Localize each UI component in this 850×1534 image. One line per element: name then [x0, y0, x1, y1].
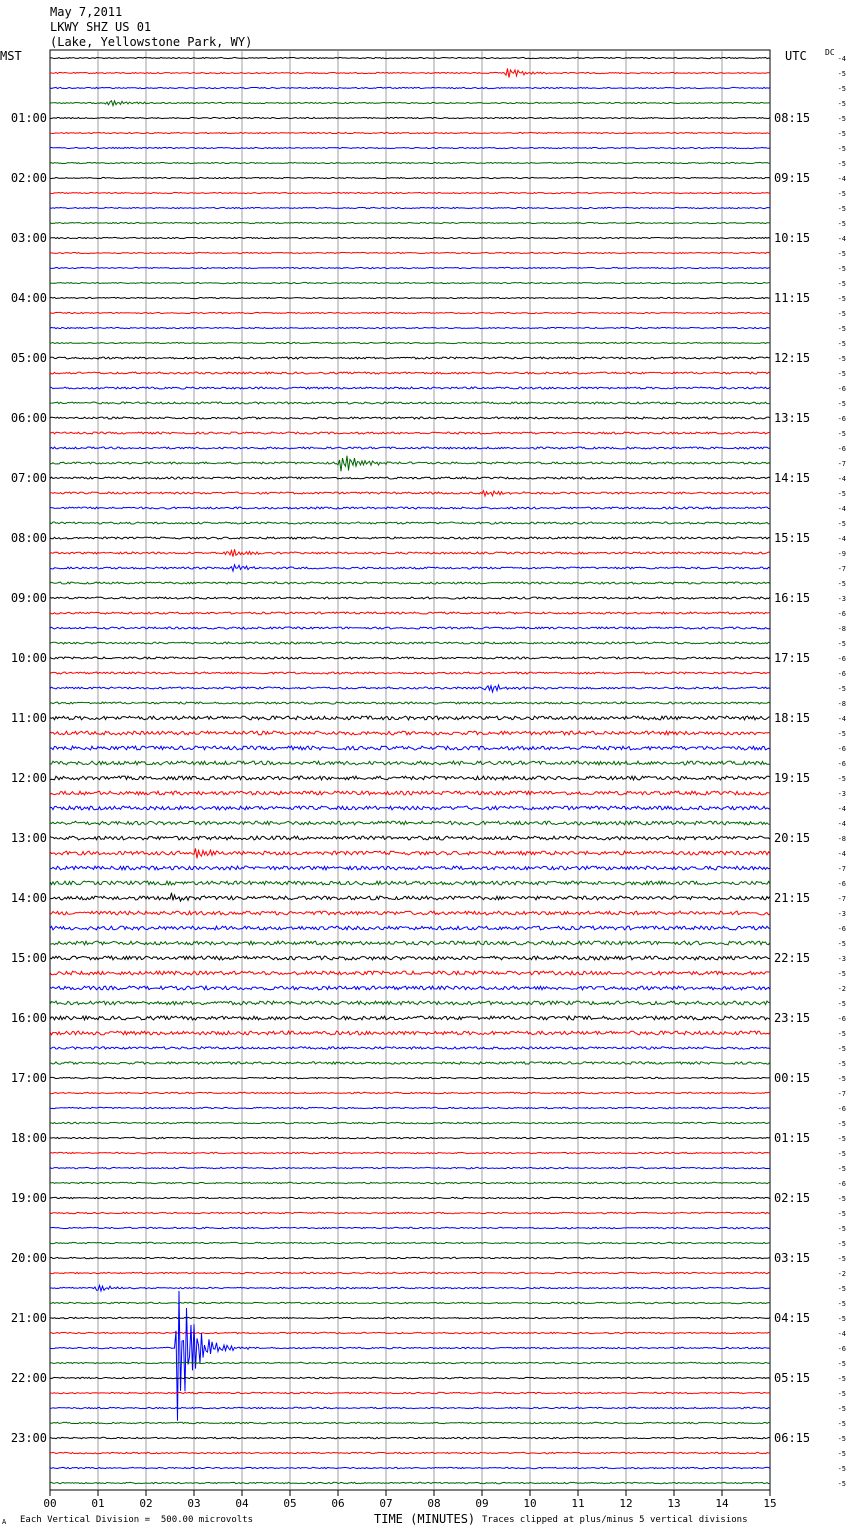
right-hour-label: 04:15	[774, 1311, 811, 1325]
left-hour-label: 13:00	[10, 831, 47, 845]
dc-offset-label: -5	[837, 1075, 846, 1083]
dc-offset-label: -5	[837, 220, 846, 228]
dc-offset-label: -5	[837, 1360, 846, 1368]
left-hour-label: 09:00	[10, 591, 47, 605]
x-tick-label: 15	[763, 1497, 777, 1510]
x-tick-label: 07	[379, 1497, 393, 1510]
dc-offset-label: -5	[837, 1465, 846, 1473]
dc-offset-label: -6	[837, 415, 846, 423]
right-hour-label: 20:15	[774, 831, 811, 845]
record-date: May 7,2011	[50, 5, 123, 19]
dc-offset-label: -3	[837, 955, 846, 963]
dc-offset-label: -5	[837, 490, 846, 498]
left-hour-label: 01:00	[10, 111, 47, 125]
right-hour-label: 11:15	[774, 291, 811, 305]
dc-offset-label: -5	[837, 1300, 846, 1308]
dc-offset-label: -3	[837, 790, 846, 798]
left-hour-label: 15:00	[10, 951, 47, 965]
dc-offset-label: -5	[837, 190, 846, 198]
dc-offset-label: -4	[837, 175, 846, 183]
vertical-scale-note: Each Vertical Division = 500.00 microvolts	[20, 1515, 253, 1525]
right-hour-label: 22:15	[774, 951, 811, 965]
dc-offset-label: -4	[837, 850, 846, 858]
left-hour-label: 03:00	[10, 231, 47, 245]
dc-offset-label: -6	[837, 880, 846, 888]
dc-offset-label: -5	[837, 85, 846, 93]
dc-offset-label: -5	[837, 1135, 846, 1143]
dc-offset-label: -5	[837, 1375, 846, 1383]
dc-offset-label: -8	[837, 625, 846, 633]
right-hour-label: 09:15	[774, 171, 811, 185]
dc-offset-label: -6	[837, 745, 846, 753]
dc-offset-label: -5	[837, 280, 846, 288]
left-hour-label: 12:00	[10, 771, 47, 785]
left-hour-label: 18:00	[10, 1131, 47, 1145]
dc-offset-label: -5	[837, 1225, 846, 1233]
x-tick-label: 02	[139, 1497, 153, 1510]
right-hour-label: 01:15	[774, 1131, 811, 1145]
station-location: (Lake, Yellowstone Park, WY)	[50, 35, 253, 49]
dc-offset-label: -5	[837, 775, 846, 783]
x-axis-title: TIME (MINUTES)	[374, 1512, 476, 1526]
dc-offset-label: -5	[837, 1195, 846, 1203]
dc-offset-label: -6	[837, 445, 846, 453]
right-time-ticks	[774, 111, 810, 1445]
right-hour-label: 14:15	[774, 471, 811, 485]
dc-offset-label: -6	[837, 655, 846, 663]
dc-offset-label: -5	[837, 1435, 846, 1443]
dc-offset-label: -5	[837, 145, 846, 153]
left-hour-label: 05:00	[10, 351, 47, 365]
x-tick-label: 12	[619, 1497, 633, 1510]
dc-offset-label: -2	[837, 985, 846, 993]
dc-offset-label: -5	[837, 100, 846, 108]
left-hour-label: 11:00	[10, 711, 47, 725]
x-tick-label: 08	[427, 1497, 441, 1510]
clip-note: Traces clipped at plus/minus 5 vertical divisions	[482, 1515, 748, 1525]
dc-offset-label: -5	[837, 400, 846, 408]
dc-offset-label: -5	[837, 1120, 846, 1128]
dc-offset-label: -5	[837, 1255, 846, 1263]
dc-offset-label: -5	[837, 295, 846, 303]
x-tick-label: 09	[475, 1497, 489, 1510]
plot-frame	[50, 50, 770, 1490]
right-hour-label: 10:15	[774, 231, 811, 245]
left-timezone-label: MST	[0, 49, 22, 63]
left-hour-label: 16:00	[10, 1011, 47, 1025]
dc-offset-label: -3	[837, 595, 846, 603]
dc-offset-label: -8	[837, 835, 846, 843]
dc-offset-label: -5	[837, 685, 846, 693]
dc-offset-label: -5	[837, 1030, 846, 1038]
left-hour-label: 06:00	[10, 411, 47, 425]
dc-offset-label: -5	[837, 115, 846, 123]
dc-offset-label: -5	[837, 340, 846, 348]
right-hour-label: 21:15	[774, 891, 811, 905]
dc-offset-label: -7	[837, 565, 846, 573]
left-hour-label: 22:00	[10, 1371, 47, 1385]
right-hour-label: 15:15	[774, 531, 811, 545]
dc-offset-label: -4	[837, 55, 846, 63]
left-time-ticks	[11, 111, 47, 1445]
dc-offset-label: -7	[837, 895, 846, 903]
right-timezone-label: UTC	[785, 49, 807, 63]
dc-offset-label: -5	[837, 1060, 846, 1068]
dc-offset-label: -6	[837, 925, 846, 933]
right-hour-label: 06:15	[774, 1431, 811, 1445]
dc-offset-label: -5	[837, 1240, 846, 1248]
x-tick-label: 13	[667, 1497, 681, 1510]
dc-offset-label: -5	[837, 325, 846, 333]
dc-offset-label: -5	[837, 640, 846, 648]
dc-offset-label: -5	[837, 1390, 846, 1398]
left-hour-label: 07:00	[10, 471, 47, 485]
dc-offset-label: -5	[837, 1315, 846, 1323]
dc-offset-label: -6	[837, 1105, 846, 1113]
x-tick-label: 06	[331, 1497, 345, 1510]
right-hour-label: 23:15	[774, 1011, 811, 1025]
dc-offset-label: -2	[837, 1270, 846, 1278]
left-hour-label: 19:00	[10, 1191, 47, 1205]
dc-offset-label: -5	[837, 1210, 846, 1218]
left-hour-label: 20:00	[10, 1251, 47, 1265]
dc-offset-label: -7	[837, 1090, 846, 1098]
x-tick-label: 10	[523, 1497, 537, 1510]
dc-offset-label: -5	[837, 1045, 846, 1053]
x-tick-label: 11	[571, 1497, 585, 1510]
left-hour-label: 10:00	[10, 651, 47, 665]
footer-marker: A	[2, 1518, 7, 1526]
left-hour-label: 17:00	[10, 1071, 47, 1085]
left-hour-label: 04:00	[10, 291, 47, 305]
left-hour-label: 08:00	[10, 531, 47, 545]
right-hour-label: 17:15	[774, 651, 811, 665]
x-tick-label: 03	[187, 1497, 201, 1510]
dc-offset-label: -5	[837, 1480, 846, 1488]
dc-offset-label: -7	[837, 460, 846, 468]
dc-offset-label: -4	[837, 820, 846, 828]
dc-offset-labels	[838, 55, 846, 1488]
left-hour-label: 23:00	[10, 1431, 47, 1445]
right-hour-label: 08:15	[774, 111, 811, 125]
dc-offset-label: -5	[837, 1165, 846, 1173]
dc-offset-label: -4	[837, 475, 846, 483]
dc-offset-label: -5	[837, 250, 846, 258]
dc-offset-label: -5	[837, 70, 846, 78]
right-hour-label: 16:15	[774, 591, 811, 605]
dc-offset-label: -6	[837, 1015, 846, 1023]
dc-offset-label: -3	[837, 910, 846, 918]
x-tick-label: 01	[91, 1497, 105, 1510]
dc-offset-label: -5	[837, 160, 846, 168]
dc-offset-label: -7	[837, 865, 846, 873]
right-hour-label: 19:15	[774, 771, 811, 785]
dc-offset-label: -5	[837, 940, 846, 948]
dc-offset-label: -4	[837, 805, 846, 813]
dc-offset-label: -5	[837, 520, 846, 528]
dc-offset-label: -5	[837, 205, 846, 213]
dc-offset-label: -6	[837, 1345, 846, 1353]
dc-offset-label: -6	[837, 610, 846, 618]
dc-offset-label: -4	[837, 535, 846, 543]
dc-offset-label: -4	[837, 235, 846, 243]
dc-offset-label: -5	[837, 430, 846, 438]
dc-offset-label: -4	[837, 1330, 846, 1338]
left-hour-label: 02:00	[10, 171, 47, 185]
dc-offset-label: -5	[837, 1450, 846, 1458]
dc-offset-label: -5	[837, 730, 846, 738]
dc-offset-label: -5	[837, 1285, 846, 1293]
dc-offset-label: -5	[837, 310, 846, 318]
dc-offset-label: -5	[837, 1150, 846, 1158]
x-tick-label: 00	[43, 1497, 57, 1510]
dc-offset-label: -6	[837, 1180, 846, 1188]
dc-offset-label: -5	[837, 970, 846, 978]
dc-offset-label: -4	[837, 505, 846, 513]
dc-offset-label: -5	[837, 1000, 846, 1008]
right-hour-label: 00:15	[774, 1071, 811, 1085]
dc-offset-label: -5	[837, 580, 846, 588]
dc-offset-label: -9	[837, 550, 846, 558]
x-tick-label: 14	[715, 1497, 729, 1510]
right-hour-label: 13:15	[774, 411, 811, 425]
dc-offset-label: -5	[837, 1420, 846, 1428]
dc-offset-label: -6	[837, 670, 846, 678]
right-hour-label: 03:15	[774, 1251, 811, 1265]
x-axis-ticks	[43, 1490, 776, 1510]
dc-header-label: DC	[825, 48, 835, 57]
left-hour-label: 14:00	[10, 891, 47, 905]
dc-offset-label: -5	[837, 1405, 846, 1413]
dc-offset-label: -5	[837, 355, 846, 363]
station-code: LKWY SHZ US 01	[50, 20, 152, 34]
left-hour-label: 21:00	[10, 1311, 47, 1325]
dc-offset-label: -8	[837, 700, 846, 708]
dc-offset-label: -5	[837, 130, 846, 138]
right-hour-label: 02:15	[774, 1191, 811, 1205]
right-hour-label: 05:15	[774, 1371, 811, 1385]
dc-offset-label: -5	[837, 265, 846, 273]
dc-offset-label: -6	[837, 385, 846, 393]
right-hour-label: 18:15	[774, 711, 811, 725]
dc-offset-label: -6	[837, 760, 846, 768]
x-tick-label: 04	[235, 1497, 249, 1510]
dc-offset-label: -5	[837, 370, 846, 378]
x-tick-label: 05	[283, 1497, 297, 1510]
dc-offset-label: -4	[837, 715, 846, 723]
right-hour-label: 12:15	[774, 351, 811, 365]
